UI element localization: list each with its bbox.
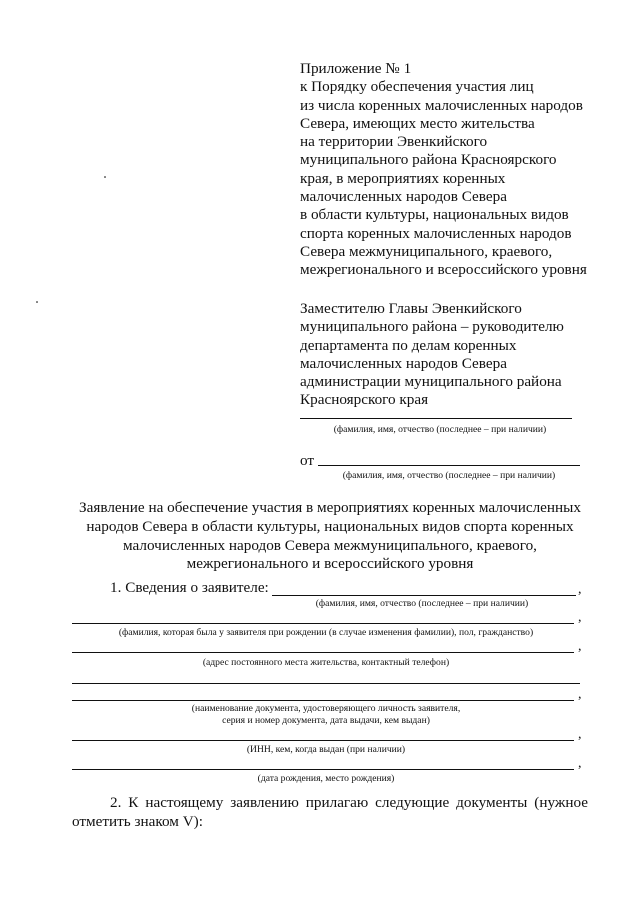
inn-caption: (ИНН, кем, когда выдан (при наличии) [246,744,406,755]
addressee-fio-line[interactable] [300,418,572,419]
addressee-block [300,300,600,410]
birth-line[interactable] [72,769,574,770]
comma: , [578,727,582,742]
appendix-line: на территории Эвенкийского [300,133,488,151]
applicant-fio-line[interactable] [272,595,576,596]
appendix-header [300,60,600,280]
section2-paragraph [72,794,588,831]
statement-title [60,499,600,574]
section2-line: 2. К настоящему заявлению прилагаю следующие документы (нужное [110,794,588,811]
addressee-line: Заместителю Главы Эвенкийского [300,300,522,317]
address-caption: (адрес постоянного места жительства, контактный телефон) [202,657,450,668]
scan-speck [36,301,38,303]
id-document-line-1[interactable] [72,683,580,684]
id-document-caption-1: (наименование документа, удостоверяющего личность заявителя, [191,703,461,714]
addressee-line: департамента по делам коренных [300,336,517,354]
appendix-line: края, в мероприятиях коренных [300,169,506,187]
inn-line[interactable] [72,740,574,741]
appendix-line: Севера, имеющих место жительства [300,114,535,132]
appendix-line: малочисленных народов Севера [300,188,507,206]
title-line: народов Севера в области культуры, национальных видов спорта коренных [86,517,574,535]
comma: , [578,582,582,597]
comma: , [578,756,582,771]
appendix-line: Севера межмуниципального, краевого, [300,242,553,260]
from-fio-caption: (фамилия, имя, отчество (последнее – при наличии) [342,470,556,481]
id-document-line-2[interactable] [72,700,574,701]
from-label: от [300,452,315,469]
appendix-line: к Порядку обеспечения участия лиц [300,78,534,96]
appendix-line: спорта коренных малочисленных народов [300,224,572,242]
addressee-line: администрации муниципального района [300,373,562,391]
appendix-line: межрегионального и всероссийского уровня [300,261,587,279]
from-fio-line[interactable] [318,465,580,466]
comma: , [578,687,582,702]
appendix-line: из числа коренных малочисленных народов [300,96,583,114]
addressee-line: муниципального района – руководителю [300,318,564,336]
title-line: межрегионального и всероссийского уровня [186,555,474,573]
section2-line: отметить знаком V): [72,812,203,830]
address-line[interactable] [72,652,574,653]
appendix-line: Приложение № 1 [300,60,412,77]
birth-caption: (дата рождения, место рождения) [257,773,395,784]
birth-surname-line[interactable] [72,623,574,624]
appendix-line: в области культуры, национальных видов [300,206,569,224]
title-line: малочисленных народов Севера межмуниципального, краевого, [123,536,537,554]
appendix-line: муниципального района Красноярского [300,151,557,169]
comma: , [578,610,582,625]
scan-speck [104,176,106,178]
addressee-line: Красноярского края [300,391,429,409]
comma: , [578,639,582,654]
title-line: Заявление на обеспечение участия в мероприятиях коренных малочисленных [79,499,581,516]
addressee-line: малочисленных народов Севера [300,354,507,372]
birth-surname-caption: (фамилия, которая была у заявителя при рождении (в случае изменения фамилии), пол, гражданство) [118,627,534,638]
section1-label: 1. Сведения о заявителе: [110,579,269,596]
addressee-fio-caption: (фамилия, имя, отчество (последнее – при наличии) [333,424,547,435]
id-document-caption-2: серия и номер документа, дата выдачи, кем выдан) [222,715,430,726]
applicant-fio-caption: (фамилия, имя, отчество (последнее – при наличии) [315,598,529,609]
